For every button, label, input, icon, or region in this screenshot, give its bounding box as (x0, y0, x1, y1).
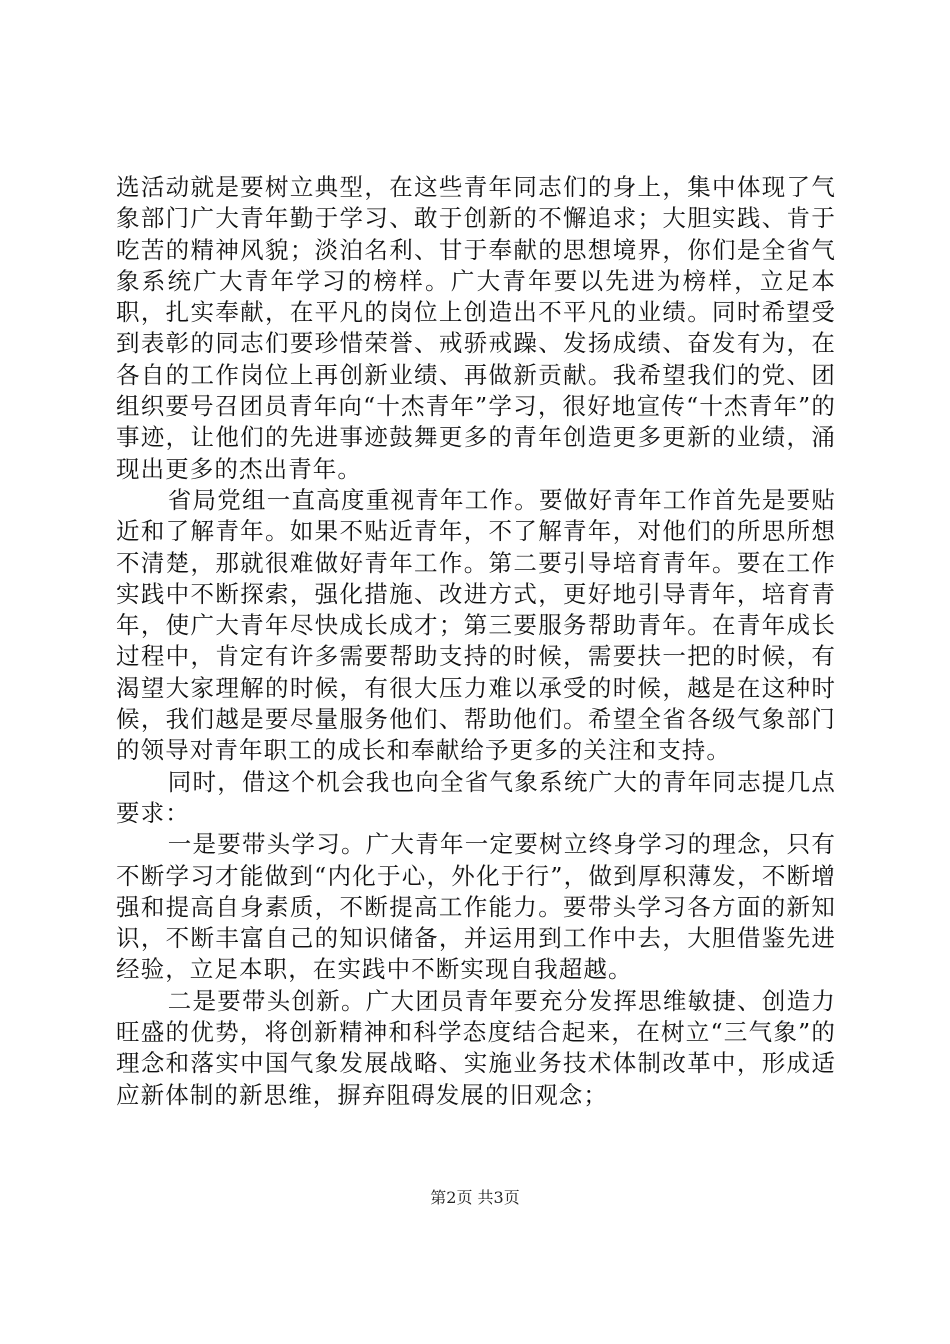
paragraph-1: 选活动就是要树立典型，在这些青年同志们的身上，集中体现了气象部门广大青年勤于学习、敢于创新的不懈追求；大胆实践、肯于吃苦的精神风貌；淡泊名利、甘于奉献的思想境界，你们是全省气象系统广大青年学习的榜样。广大青年要以先进为榜样，立足本职，扎实奉献，在平凡的岗位上创造出不平凡的业绩。同时希望受到表彰的同志们要珍惜荣誉、戒骄戒躁、发扬成绩、奋发有为，在各自的工作岗位上再创新业绩、再做新贡献。我希望我们的党、团组织要号召团员青年向“十杰青年”学习，很好地宣传“十杰青年”的事迹，让他们的先进事迹鼓舞更多的青年创造更多更新的业绩，涌现出更多的杰出青年。 (116, 173, 836, 483)
page-number-footer: 第2页 共3页 (430, 1188, 520, 1207)
paragraph-2: 省局党组一直高度重视青年工作。要做好青年工作首先是要贴近和了解青年。如果不贴近青年，不了解青年，对他们的所思所想不清楚，那就很难做好青年工作。第二要引导培育青年。要在工作实践中不断探索，强化措施、改进方式，更好地引导青年，培育青年，使广大青年尽快成长成才；第三要服务帮助青年。在青年成长过程中，肯定有许多需要帮助支持的时候，需要扶一把的时候，有渴望大家理解的时候，有很大压力难以承受的时候，越是在这种时候，我们越是要尽量服务他们、帮助他们。希望全省各级气象部门的领导对青年职工的成长和奉献给予更多的关注和支持。 (116, 485, 836, 765)
paragraph-3: 同时，借这个机会我也向全省气象系统广大的青年同志提几点要求： (116, 767, 836, 827)
document-body (116, 172, 836, 1111)
paragraph-5: 二是要带头创新。广大团员青年要充分发挥思维敏捷、创造力旺盛的优势，将创新精神和科学态度结合起来，在树立“三气象”的理念和落实中国气象发展战略、实施业务技术体制改革中，形成适应新体制的新思维，摒弃阻碍发展的旧观念； (116, 986, 836, 1109)
paragraph-4: 一是要带头学习。广大青年一定要树立终身学习的理念，只有不断学习才能做到“内化于心，外化于行”，做到厚积薄发，不断增强和提高自身素质，不断提高工作能力。要带头学习各方面的新知识，不断丰富自己的知识储备，并运用到工作中去，大胆借鉴先进经验，立足本职，在实践中不断实现自我超越。 (116, 830, 836, 984)
